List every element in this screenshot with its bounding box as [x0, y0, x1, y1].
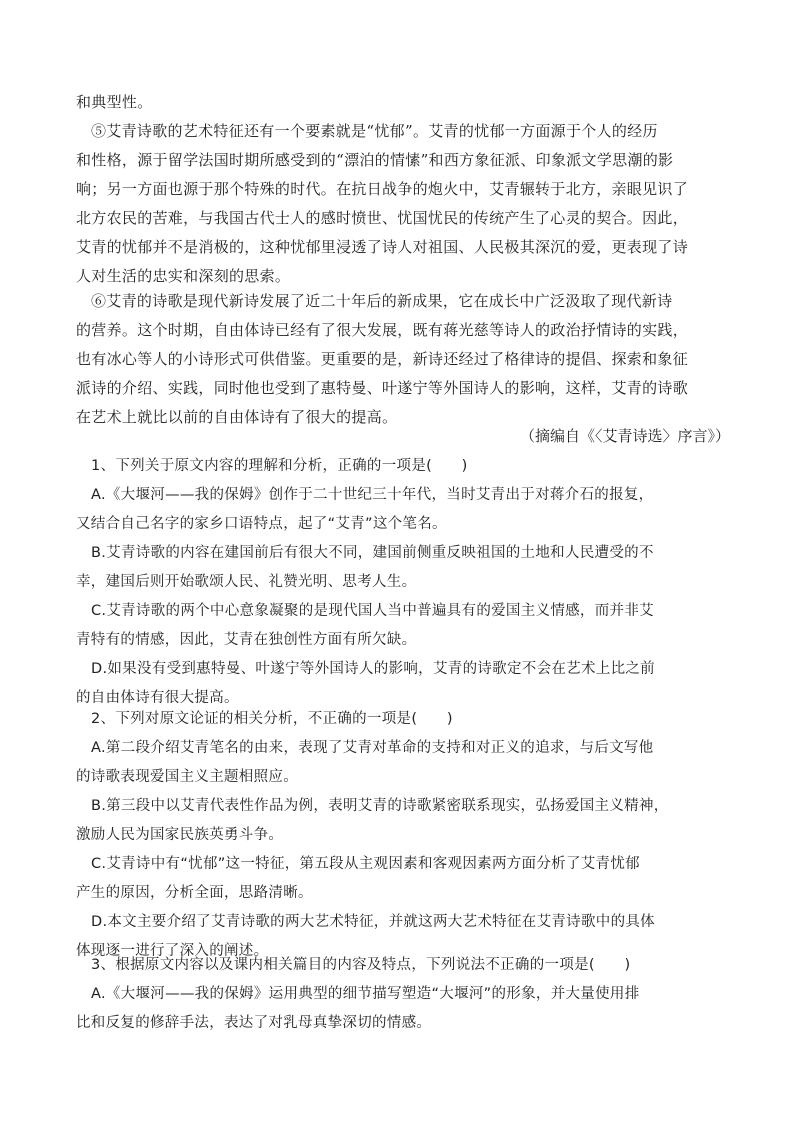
question-stem: 1、下列关于原文内容的理解和分析，正确的一项是( ) [91, 458, 468, 474]
source-citation: （摘编自《〈艾青诗选〉序言》） [519, 427, 730, 445]
option-c-line: 青特有的情感，因此，艾青在独创性方面有所欠缺。 [76, 632, 417, 648]
question-3 [76, 951, 726, 1038]
option-a-line: A.第二段介绍艾青笔名的由来，表现了艾青对革命的支持和对正义的追求，与后文写他 [91, 740, 654, 756]
option-a-line: 又结合自己名字的家乡口语特点，起了“艾青”这个笔名。 [76, 516, 447, 532]
option-c-line: C.艾青诗中有“忧郁”这一特征，第五段从主观因素和客观因素两方面分析了艾青忧郁 [91, 856, 640, 872]
text-line: 派诗的介绍、实践，同时他也受到了惠特曼、叶遂宁等外国诗人的影响，这样，艾青的诗歌 [76, 379, 689, 397]
option-d-line: 的自由体诗有很大提高。 [76, 690, 239, 706]
paragraph-6 [76, 287, 726, 432]
option-d-line: 体现逐一进行了深入的阐述。 [76, 943, 269, 959]
text-line: 在艺术上就比以前的自由体诗有了很大的提高。 [76, 408, 398, 426]
question-1 [76, 452, 726, 713]
text-line: 的营养。这个时期，自由体诗已经有了很大发展，既有蒋光慈等诗人的政治抒情诗的实践， [76, 321, 689, 339]
option-a-line: A.《大堰河——我的保姆》运用典型的细节描写塑造“大堰河”的形象，并大量使用排 [91, 986, 640, 1002]
paragraph-5 [76, 117, 726, 291]
text-line: ⑥艾青的诗歌是现代新诗发展了近二十年后的新成果，它在成长中广泛汲取了现代新诗 [91, 292, 673, 310]
paragraph-continuation [76, 88, 726, 117]
option-d-line: D.本文主要介绍了艾青诗歌的两大艺术特征，并就这两大艺术特征在艾青诗歌中的具体 [91, 914, 655, 930]
option-b-line: B.艾青诗歌的内容在建国前后有很大不同，建国前侧重反映祖国的土地和人民遭受的不 [91, 545, 654, 561]
option-b-line: 幸，建国后则开始歌颂人民、礼赞光明、思考人生。 [76, 574, 417, 590]
question-2 [76, 705, 726, 966]
text-line: 也有冰心等人的小诗形式可供借鉴。更重要的是，新诗还经过了格律诗的提倡、探索和象征 [76, 350, 689, 368]
option-b-line: 激励人民为国家民族英勇斗争。 [76, 827, 284, 843]
option-d-line: D.如果没有受到惠特曼、叶遂宁等外国诗人的影响，艾青的诗歌定不会在艺术上比之前 [91, 661, 655, 677]
option-a-line: A.《大堰河——我的保姆》创作于二十世纪三十年代，当时艾青出于对蒋介石的报复， [91, 487, 654, 503]
text-line: 人对生活的忠实和深刻的思索。 [76, 267, 291, 285]
option-a-line: 比和反复的修辞手法，表达了对乳母真挚深切的情感。 [76, 1015, 432, 1031]
text-line: 和典型性。 [76, 93, 153, 111]
option-a-line: 的诗歌表现爱国主义主题相照应。 [76, 769, 298, 785]
question-stem: 3、根据原文内容以及课内相关篇目的内容及特点，下列说法不正确的一项是( ) [91, 957, 631, 973]
option-b-line: B.第三段中以艾青代表性作品为例，表明艾青的诗歌紧密联系现实，弘扬爱国主义精神， [91, 798, 669, 814]
text-line: 艾青的忧郁并不是消极的，这种忧郁里浸透了诗人对祖国、人民极其深沉的爱，更表现了诗 [76, 238, 689, 256]
option-c-line: 产生的原因，分析全面，思路清晰。 [76, 885, 313, 901]
text-line: ⑤艾青诗歌的艺术特征还有一个要素就是“忧郁”。艾青的忧郁一方面源于个人的经历 [91, 122, 658, 140]
text-line: 和性格，源于留学法国时期所感受到的“漂泊的情愫”和西方象征派、印象派文学思潮的影 [76, 151, 674, 169]
question-stem: 2、下列对原文论证的相关分析，不正确的一项是( ) [91, 711, 453, 727]
text-line: 响；另一方面也源于那个特殊的时代。在抗日战争的炮火中，艾青辗转于北方，亲眼见识了 [76, 180, 689, 198]
option-c-line: C.艾青诗歌的两个中心意象凝聚的是现代国人当中普遍具有的爱国主义情感，而并非艾 [91, 603, 654, 619]
text-line: 北方农民的苦难，与我国古代士人的感时愤世、忧国忧民的传统产生了心灵的契合。因此， [76, 209, 689, 227]
